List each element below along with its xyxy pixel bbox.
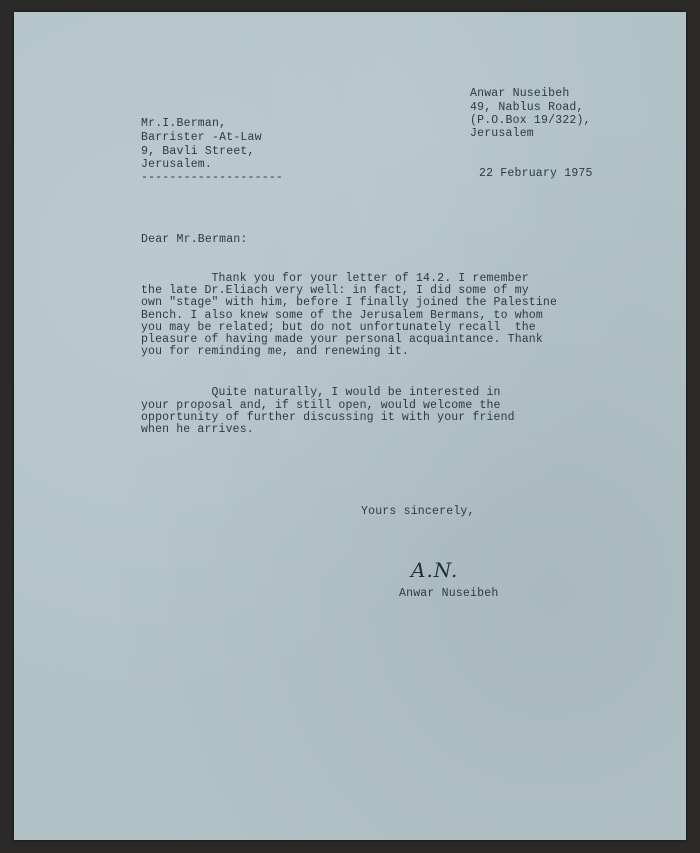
letter-date: 22 February 1975 [479,167,593,180]
sender-address-line-1: 49, Nablus Road, [470,101,584,114]
paragraph-1-line: you may be related; but do not unfortunately recall the [141,321,536,334]
paragraph-2-line: your proposal and, if still open, would welcome the [141,399,501,412]
recipient-title: Barrister -At-Law [141,131,262,144]
paragraph-1-line: Thank you for your letter of 14.2. I remember [141,272,529,285]
recipient-underline: -------------------- [141,171,284,184]
paragraph-1-line: Bench. I also knew some of the Jerusalem Bermans, to whom [141,309,543,322]
signature-name: Anwar Nuseibeh [399,587,499,600]
paragraph-1-line: you for reminding me, and renewing it. [141,345,409,358]
paragraph-2-line: opportunity of further discussing it with your friend [141,411,515,424]
letter-paper [14,12,686,840]
sender-name: Anwar Nuseibeh [470,87,570,100]
paragraph-2-line: when he arrives. [141,423,254,436]
paragraph-1-line: own "stage" with him, before I finally joined the Palestine [141,296,558,309]
paragraph-2-line: Quite naturally, I would be interested in [141,386,501,399]
salutation: Dear Mr.Berman: [141,233,248,246]
paragraph-1-line: the late Dr.Eliach very well: in fact, I did some of my [141,284,529,297]
recipient-city: Jerusalem. [141,158,213,171]
paragraph-1-line: pleasure of having made your personal acquaintance. Thank [141,333,543,346]
closing: Yours sincerely, [361,505,475,518]
sender-address-line-2: (P.O.Box 19/322), [470,114,591,127]
recipient-street: 9, Bavli Street, [141,145,255,158]
sender-city: Jerusalem [470,127,534,140]
recipient-name: Mr.I.Berman, [141,117,227,130]
handwritten-signature: A.N. [411,558,459,582]
